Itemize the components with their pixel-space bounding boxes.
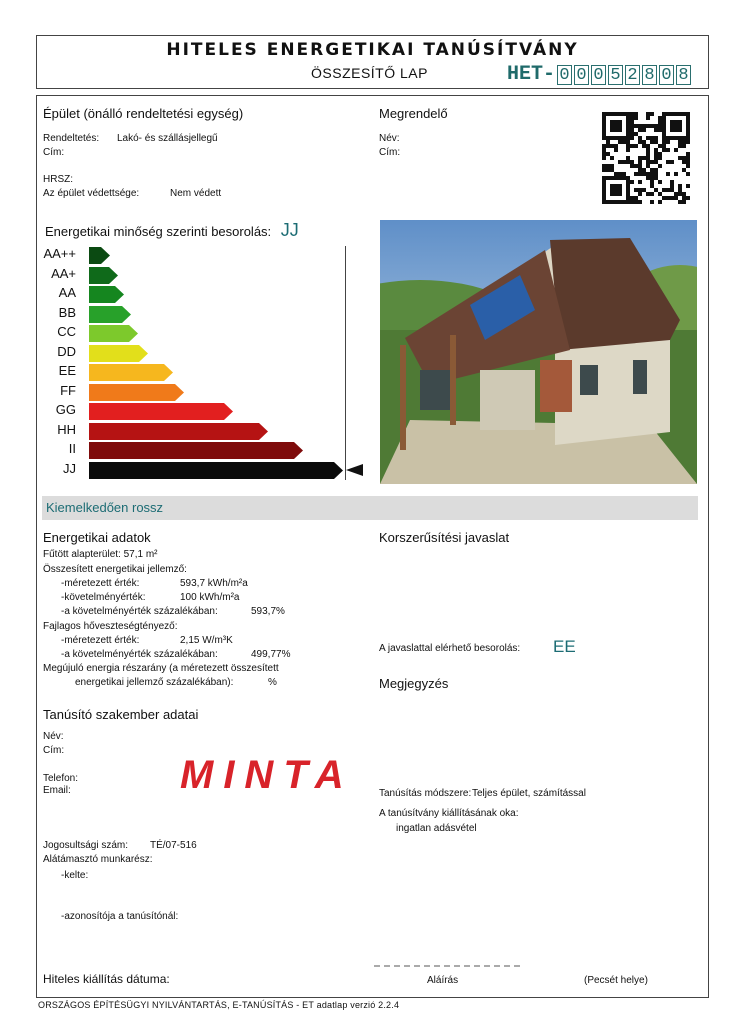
loss-pct-value: 499,77% <box>251 649 291 660</box>
client-heading: Megrendelő <box>379 106 448 121</box>
certifier-heading: Tanúsító szakember adatai <box>43 707 199 722</box>
certifier-address-label: Cím: <box>43 745 65 756</box>
rating-class-label: EE <box>58 363 76 378</box>
sample-watermark: MINTA <box>180 753 354 797</box>
protection-label: Az épület védettsége: <box>43 188 140 199</box>
rating-class-label: GG <box>55 402 76 417</box>
rating-class-bar <box>89 325 139 342</box>
rating-class-label: AA <box>58 285 76 300</box>
certificate-id-digit: 5 <box>608 65 623 85</box>
rating-class-label: DD <box>57 343 76 359</box>
certificate-id-digit: 8 <box>676 65 691 85</box>
certificate-id-digit: 2 <box>625 65 640 85</box>
client-name-label: Név: <box>379 133 400 144</box>
rating-class-bar <box>89 267 119 284</box>
issue-date-label: Hiteles kiállítás dátuma: <box>43 972 170 986</box>
purpose-label: Rendeltetés: <box>43 133 100 144</box>
rating-class-label: AA++ <box>43 246 76 261</box>
pct-value: 593,7% <box>251 606 285 617</box>
rating-class-bar <box>89 306 132 323</box>
renew-line-1: Megújuló energia részarány (a méretezett összesített <box>43 663 279 674</box>
rating-class-bar <box>89 384 185 401</box>
loss-calc-label: -méretezett érték: <box>61 635 140 646</box>
reason-value: ingatlan adásvétel <box>396 823 477 834</box>
certifier-name-label: Név: <box>43 731 64 742</box>
certificate-id-prefix: HET- <box>507 63 556 86</box>
certificate-id-digits <box>555 66 691 83</box>
supporting-doc-id-label: -azonosítója a tanúsítónál: <box>61 911 179 922</box>
hrsz-label: HRSZ: <box>43 174 73 185</box>
rating-class-label: FF <box>60 382 76 398</box>
license-value: TÉ/07-516 <box>150 840 197 851</box>
rating-class-bar <box>89 462 344 479</box>
signature-label: Aláírás <box>427 975 459 986</box>
certificate-id-digit: 0 <box>591 65 606 85</box>
certifier-phone-label: Telefon: <box>43 773 79 784</box>
achievable-value: EE <box>553 637 576 656</box>
loss-calc-value: 2,15 W/m³K <box>180 635 233 646</box>
rating-class-label: JJ <box>63 460 76 476</box>
rating-heading <box>45 220 299 241</box>
certificate-id-digit: 0 <box>557 65 572 85</box>
current-class-pointer-icon <box>346 463 364 477</box>
achievable-label: A javaslattal elérhető besorolás: <box>379 643 521 654</box>
header-box <box>36 35 709 89</box>
certificate-id-digit: 0 <box>574 65 589 85</box>
rating-scale <box>36 246 376 486</box>
heated-area: Fűtött alapterület: 57,1 m² <box>43 549 158 560</box>
method-label: Tanúsítás módszere: <box>379 788 472 799</box>
certificate-id-digit: 0 <box>659 65 674 85</box>
rating-verdict-text: Kiemelkedően rossz <box>46 500 164 515</box>
rating-verdict-bar <box>42 496 698 520</box>
rating-class-label: CC <box>57 324 76 339</box>
rating-class-label: BB <box>58 304 76 320</box>
building-photo <box>380 220 697 484</box>
calc-value: 593,7 kWh/m²a <box>180 578 248 589</box>
rating-heading-label: Energetikai minőség szerinti besorolás: <box>45 224 272 239</box>
certificate-id <box>507 63 691 86</box>
certificate-id-digit: 8 <box>642 65 657 85</box>
protection-value: Nem védett <box>170 188 222 199</box>
rating-current-value: JJ <box>280 220 299 240</box>
building-heading: Épület (önálló rendeltetési egység) <box>43 106 244 121</box>
document-subtitle: ÖSSZESÍTŐ LAP <box>311 65 428 81</box>
purpose-value: Lakó- és szállásjellegű <box>117 133 218 144</box>
supporting-doc-date-label: -kelte: <box>61 870 89 881</box>
reason-label: A tanúsítvány kiállításának oka: <box>379 808 519 819</box>
calc-label: -méretezett érték: <box>61 578 140 589</box>
req-value: 100 kWh/m²a <box>180 592 240 603</box>
footer-text: ORSZÁGOS ÉPÍTÉSÜGYI NYILVÁNTARTÁS, E-TANÚSÍTÁS - ET adatlap verzió 2.2.4 <box>38 1000 400 1010</box>
req-label: -követelményérték: <box>61 592 146 603</box>
method-value: Teljes épület, számítással <box>472 788 586 799</box>
building-address-label: Cím: <box>43 147 65 158</box>
loss-pct-label: -a követelményérték százalékában: <box>61 649 218 660</box>
rating-class-bar <box>89 286 125 303</box>
scale-vertical-line <box>345 246 346 480</box>
total-label: Összesített energetikai jellemző: <box>43 564 187 575</box>
qr-code <box>596 106 696 210</box>
stamp-label: (Pecsét helye) <box>584 975 648 986</box>
certifier-email-label: Email: <box>43 785 71 796</box>
supporting-doc-label: Alátámasztó munkarész: <box>43 854 153 865</box>
note-heading: Megjegyzés <box>379 676 449 691</box>
rating-class-label: AA+ <box>51 265 76 281</box>
license-label: Jogosultsági szám: <box>43 840 129 851</box>
pct-label: -a követelményérték százalékában: <box>61 606 218 617</box>
rating-class-bar <box>89 247 111 264</box>
rating-class-label: II <box>68 441 76 456</box>
rating-class-bar <box>89 345 149 362</box>
document-title: HITELES ENERGETIKAI TANÚSÍTVÁNY <box>166 40 579 60</box>
renew-value: % <box>268 677 277 688</box>
signature-line <box>374 965 520 967</box>
energy-heading: Energetikai adatok <box>43 530 151 545</box>
upgrade-heading: Korszerűsítési javaslat <box>379 530 510 545</box>
rating-class-bar <box>89 364 174 381</box>
rating-class-bar <box>89 423 269 440</box>
client-address-label: Cím: <box>379 147 401 158</box>
renew-line-2: energetikai jellemző százalékában): <box>75 677 234 688</box>
rating-class-bar <box>89 403 234 420</box>
loss-label: Fajlagos hőveszteségtényező: <box>43 621 178 632</box>
rating-class-bar <box>89 442 304 459</box>
rating-class-label: HH <box>57 421 76 437</box>
